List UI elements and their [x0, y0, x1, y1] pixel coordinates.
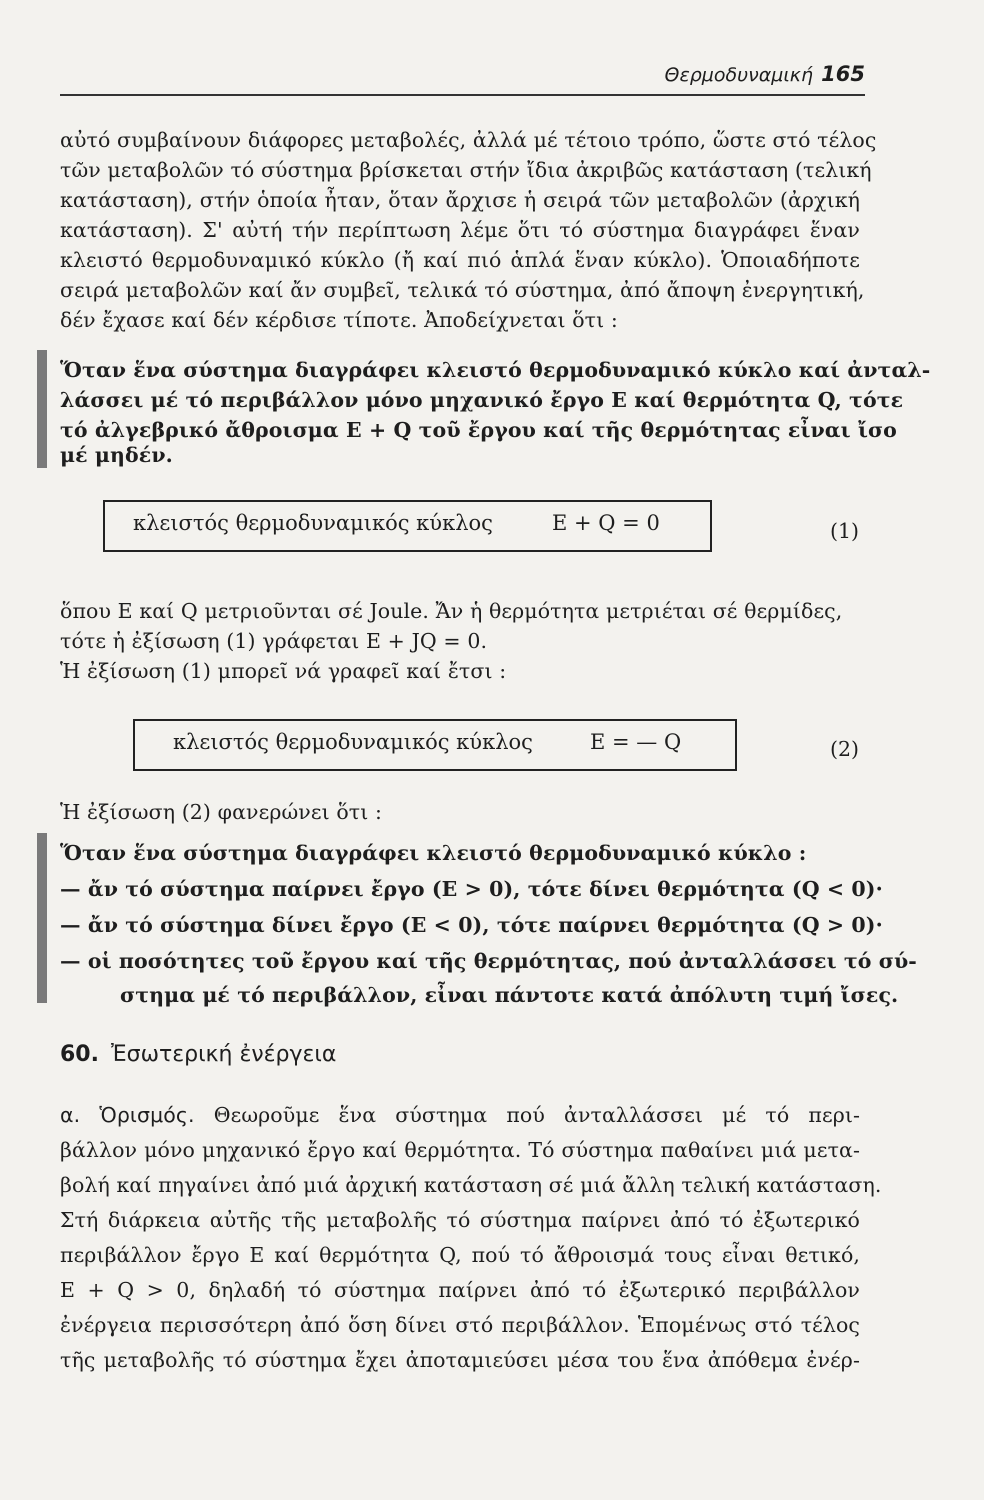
page-number: 165 — [821, 62, 865, 86]
theorem-line: στημα μέ τό περιβάλλον, εἶναι πάντοτε κατά ἀπόλυτη τιμή ἴσες. — [120, 983, 899, 1007]
theorem-line: — ἄν τό σύστημα δίνει ἔργο (E < 0), τότε παίρνει θερμότητα (Q > 0)· — [60, 913, 883, 937]
text-line: δέν ἔχασε καί δέν κέρδισε τίποτε. Ἀποδείχνεται ὅτι : — [60, 308, 618, 332]
text-line: κατάσταση). Σ' αὐτή τήν περίπτωση λέμε ὅτι τό σύστημα διαγράφει ἕναν — [60, 218, 860, 242]
text-line: περιβάλλον ἔργο E καί θερμότητα Q, πού τό ἄθροισμά τους εἶναι θετικό, — [60, 1243, 860, 1267]
theorem-sidebar — [37, 350, 47, 468]
equation-box-1 — [103, 500, 712, 552]
theorem-line: Ὅταν ἕνα σύστημα διαγράφει κλειστό θερμοδυναμικό κύκλο καί ἀνταλ- — [60, 358, 931, 382]
text-line: Ἡ ἐξίσωση (2) φανερώνει ὅτι : — [60, 800, 382, 824]
text-line: E + Q > 0, δηλαδή τό σύστημα παίρνει ἀπό τό ἐξωτερικό περιβάλλον — [60, 1278, 860, 1302]
equation-formula: E + Q = 0 — [552, 511, 660, 535]
text-line — [60, 1100, 860, 1130]
text-line: κλειστό θερμοδυναμικό κύκλο (ἤ καί πιό ἁπλά ἕναν κύκλο). Ὁποιαδήποτε — [60, 248, 860, 272]
theorem-line: Ὅταν ἕνα σύστημα διαγράφει κλειστό θερμοδυναμικό κύκλο : — [60, 841, 807, 865]
equation-number: (1) — [830, 519, 860, 543]
theorem-line: — οἱ ποσότητες τοῦ ἔργου καί τῆς θερμότητας, πού ἀνταλλάσσει τό σύ- — [60, 949, 917, 973]
equation-number: (2) — [830, 737, 860, 761]
theorem-line: λάσσει μέ τό περιβάλλον μόνο μηχανικό ἔργο E καί θερμότητα Q, τότε — [60, 388, 904, 412]
text-line: σειρά μεταβολῶν καί ἄν συμβεῖ, τελικά τό σύστημα, ἀπό ἄποψη ἐνεργητική, — [60, 278, 865, 302]
text-span: Θεωροῦμε ἕνα σύστημα πού ἀνταλλάσσει μέ τό περι- — [194, 1103, 861, 1127]
equation-label: κλειστός θερμοδυναμικός κύκλος — [173, 730, 533, 754]
text-line: ὅπου E καί Q μετριοῦνται σέ Joule. Ἄν ἡ θερμότητα μετριέται σέ θερμίδες, — [60, 599, 843, 623]
section-heading — [60, 1042, 336, 1067]
page-header — [60, 60, 865, 96]
equation-label: κλειστός θερμοδυναμικός κύκλος — [133, 511, 493, 535]
theorem-line: μέ μηδέν. — [60, 443, 173, 467]
text-line: αὐτό συμβαίνουν διάφορες μεταβολές, ἀλλά μέ τέτοιο τρόπο, ὥστε στό τέλος — [60, 128, 877, 152]
text-line: ἐνέργεια περισσότερη ἀπό ὅση δίνει στό περιβάλλον. Ἑπομένως στό τέλος — [60, 1313, 860, 1337]
theorem-line: — ἄν τό σύστημα παίρνει ἔργο (E > 0), τότε δίνει θερμότητα (Q < 0)· — [60, 877, 883, 901]
text-line: τότε ἡ ἐξίσωση (1) γράφεται E + JQ = 0. — [60, 629, 488, 653]
text-line: βάλλον μόνο μηχανικό ἔργο καί θερμότητα. Τό σύστημα παθαίνει μιά μετα- — [60, 1138, 860, 1162]
section-title: Ἐσωτερική ἐνέργεια — [110, 1042, 337, 1067]
theorem-sidebar — [37, 833, 47, 1003]
equation-box-2 — [133, 719, 737, 771]
theorem-line: τό ἀλγεβρικό ἄθροισμα E + Q τοῦ ἔργου καί τῆς θερμότητας εἶναι ἴσο — [60, 418, 897, 442]
text-line: τῶν μεταβολῶν τό σύστημα βρίσκεται στήν ἴδια ἀκριβῶς κατάσταση (τελική — [60, 158, 872, 182]
text-line: Στή διάρκεια αὐτῆς τῆς μεταβολῆς τό σύστημα παίρνει ἀπό τό ἐξωτερικό — [60, 1208, 860, 1232]
text-line: βολή καί πηγαίνει ἀπό μιά ἀρχική κατάσταση σέ μιά ἄλλη τελική κατάσταση. — [60, 1173, 882, 1197]
subsection-label: α. Ὁρισμός. — [60, 1103, 195, 1127]
text-line: Ἡ ἐξίσωση (1) μπορεῖ νά γραφεῖ καί ἔτσι : — [60, 659, 507, 683]
equation-formula: E = — Q — [590, 730, 682, 754]
running-title: Θερμοδυναμική — [664, 64, 813, 86]
section-number: 60. — [60, 1042, 99, 1067]
text-line: τῆς μεταβολῆς τό σύστημα ἔχει ἀποταμιεύσει μέσα του ἕνα ἀπόθεμα ἐνέρ- — [60, 1348, 860, 1372]
text-line: κατάσταση), στήν ὁποία ἦταν, ὅταν ἄρχισε ἡ σειρά τῶν μεταβολῶν (ἀρχική — [60, 188, 860, 212]
